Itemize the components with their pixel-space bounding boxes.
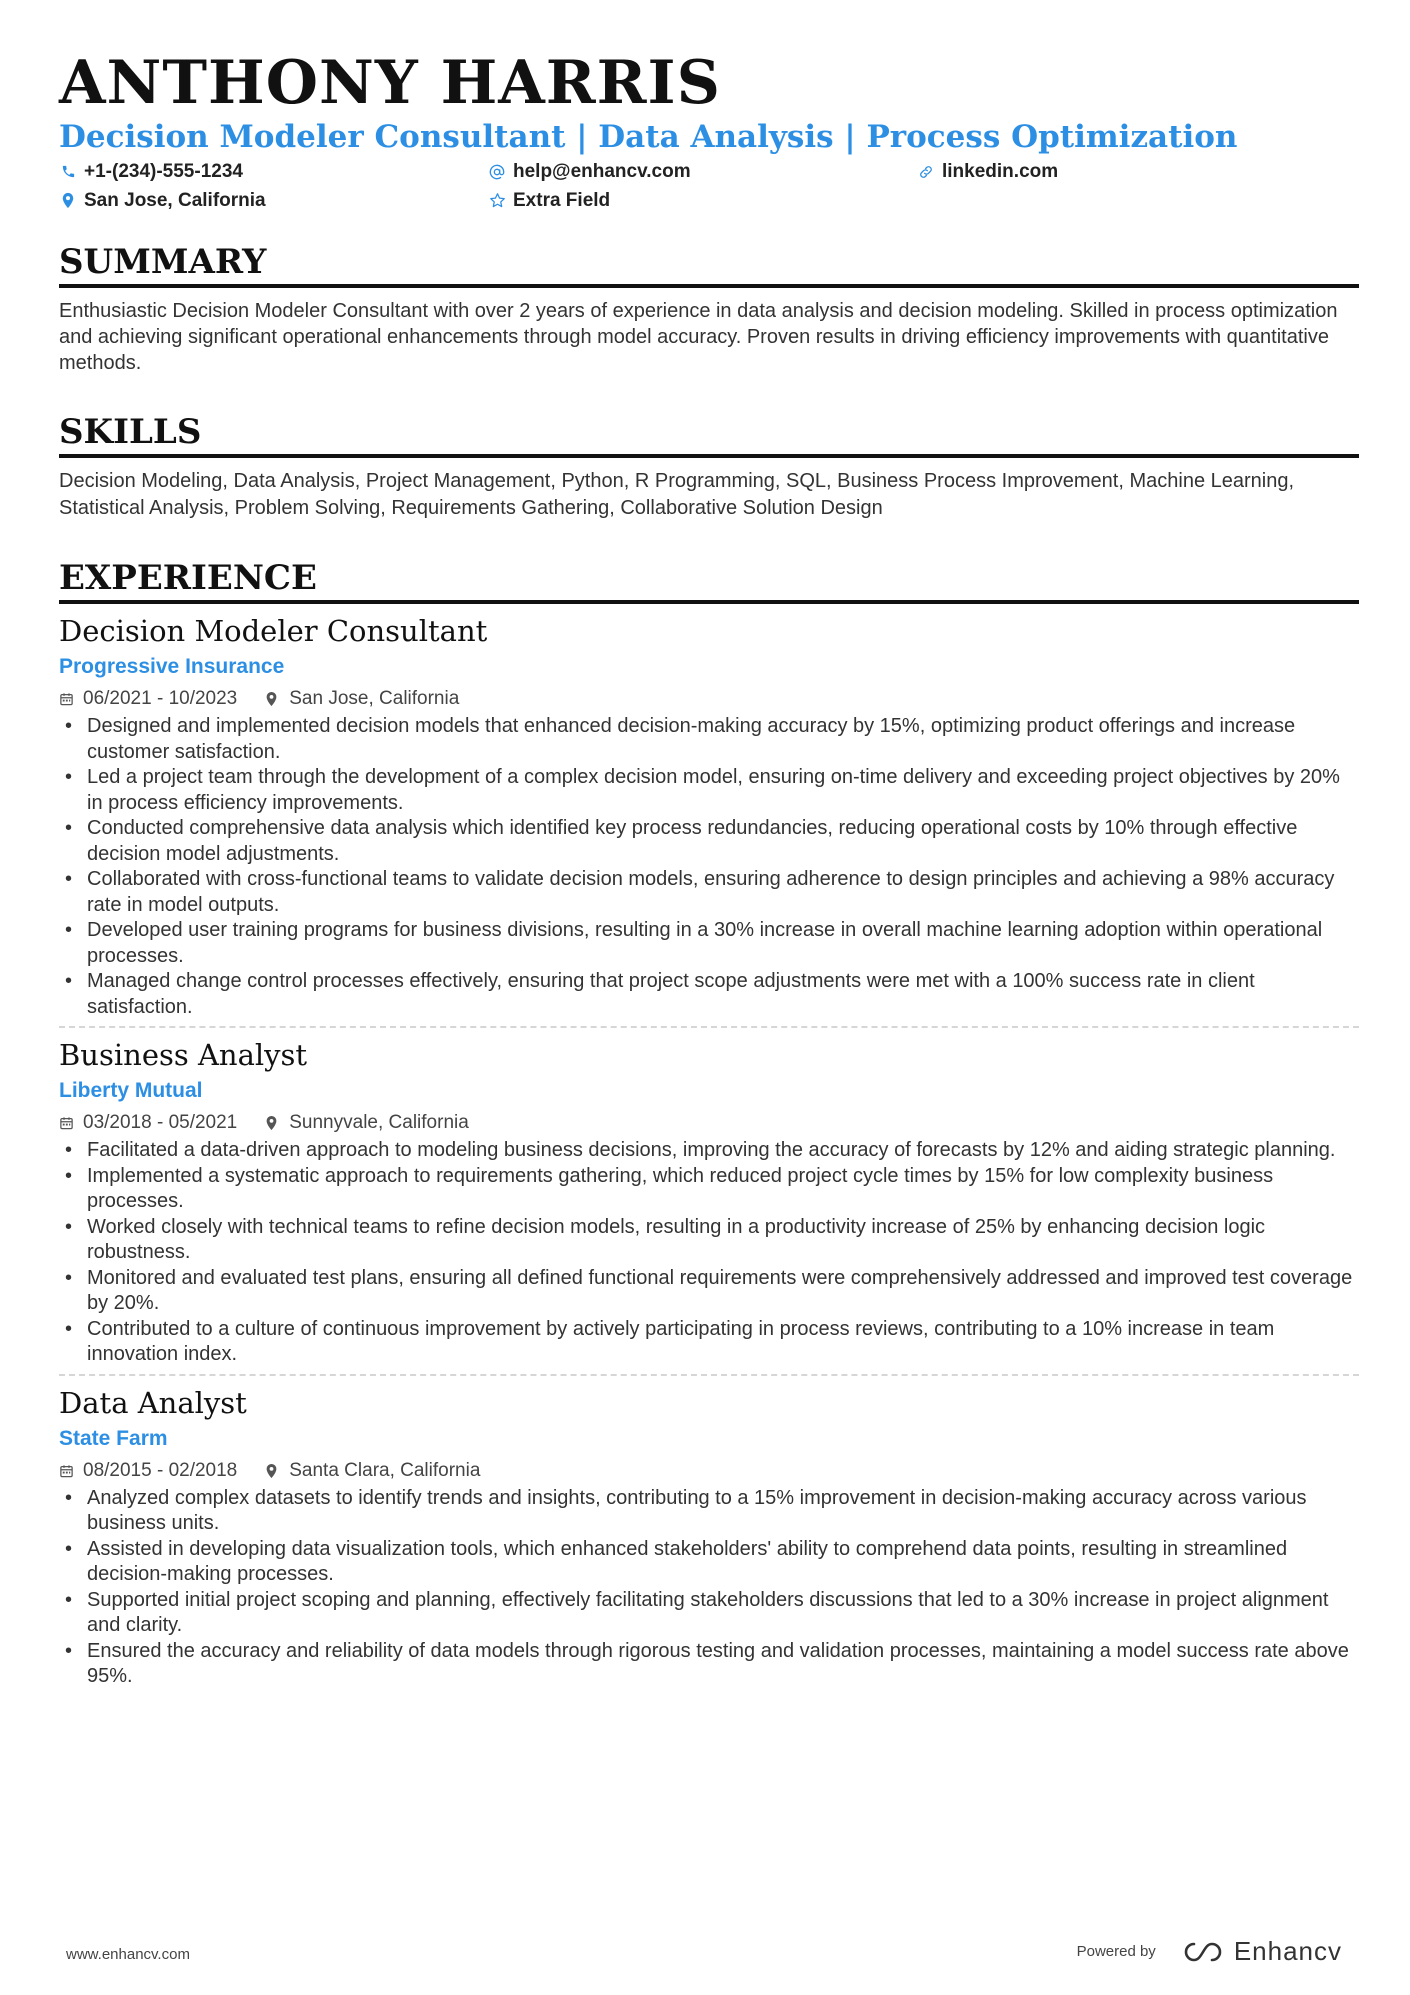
email-contact[interactable] (488, 158, 917, 185)
summary-title: SUMMARY (59, 240, 1359, 288)
bullet-item: • Implemented a systematic approach to requirements gathering, which reduced project cycle times by 15% for low complexity business processes. (59, 1164, 1359, 1215)
bullet-item: • Facilitated a data-driven approach to modeling business decisions, improving the accuracy of forecasts by 12% and aiding strategic planning. (59, 1138, 1359, 1164)
job-location (265, 1456, 480, 1486)
linkedin-text: linkedin.com (942, 161, 1059, 182)
company-name: Progressive Insurance (59, 655, 285, 678)
bullet-item: • Led a project team through the development of a complex decision model, ensuring on-time delivery and exceeding project objectives by 20% in process efficiency improvements. (59, 765, 1359, 816)
job-location (265, 1108, 469, 1138)
job-bullets (59, 1138, 1359, 1368)
extra-field (488, 187, 917, 214)
location-contact (59, 187, 488, 214)
location-pin-icon (265, 691, 281, 707)
headline: Decision Modeler Consultant | Data Analysis | Process Optimization (59, 119, 1238, 155)
job-dates: 03/2018 - 05/2021 (83, 1112, 238, 1133)
location-pin-icon (265, 1115, 281, 1131)
phone-text: +1-(234)-555-1234 (84, 161, 243, 182)
bullet-item: • Supported initial project scoping and planning, effectively facilitating stakeholders discussions that led to a 30% increase in project alignment and clarity. (59, 1588, 1359, 1639)
location-text: San Jose, California (84, 190, 266, 211)
link-icon (917, 163, 935, 181)
bullet-item: • Contributed to a culture of continuous improvement by actively participating in process reviews, contributing to a 10% increase in team innovation index. (59, 1317, 1359, 1368)
bullet-item: • Ensured the accuracy and reliability of data models through rigorous testing and validation processes, maintaining a model success rate above 95%. (59, 1639, 1359, 1690)
calendar-icon (59, 1115, 75, 1131)
job-location-text: San Jose, California (289, 688, 460, 709)
job-location-text: Sunnyvale, California (289, 1112, 469, 1133)
bullet-item: • Worked closely with technical teams to refine decision models, resulting in a productivity increase of 25% by enhancing decision logic robustness. (59, 1215, 1359, 1266)
contact-info (59, 158, 1359, 214)
star-icon (488, 192, 506, 210)
bullet-item: • Collaborated with cross-functional teams to validate decision models, ensuring adherence to design principles and achieving a 98% accuracy rate in model outputs. (59, 867, 1359, 918)
summary-section (59, 240, 1359, 376)
resume-page (59, 48, 1359, 1690)
company-name: State Farm (59, 1426, 168, 1450)
calendar-icon (59, 691, 75, 707)
job-title: Decision Modeler Consultant (59, 614, 488, 648)
bullet-item: • Monitored and evaluated test plans, ensuring all defined functional requirements were comprehensively addressed and improved test coverage by 20%. (59, 1266, 1359, 1317)
company-name: Liberty Mutual (59, 1079, 203, 1102)
job-dates: 08/2015 - 02/2018 (83, 1459, 238, 1481)
job-title: Data Analyst (59, 1385, 247, 1420)
job-meta (59, 684, 1359, 714)
bullet-item: • Assisted in developing data visualization tools, which enhanced stakeholders' ability to comprehend data points, resulting in streamlined decision-making processes. (59, 1537, 1359, 1588)
experience-section (59, 556, 1359, 1690)
powered-by-label: Powered by (1076, 1943, 1156, 1960)
experience-entry (59, 1026, 1359, 1368)
skills-title: SKILLS (59, 410, 1359, 458)
bullet-item: • Analyzed complex datasets to identify trends and insights, contributing to a 15% improvement in decision-making accuracy across various business units. (59, 1486, 1359, 1537)
footer-website[interactable]: www.enhancv.com (66, 1946, 190, 1963)
bullet-item: • Designed and implemented decision models that enhanced decision-making accuracy by 15%, optimizing product offerings and increase customer satisfaction. (59, 714, 1359, 765)
summary-text: Enthusiastic Decision Modeler Consultant with over 2 years of experience in data analysis and decision modeling. Skilled in process optimization and achieving significant operational enhancements through model accuracy. Proven results in driving efficiency improvements with quantitative methods. (59, 300, 1338, 374)
footer-branding (1077, 1936, 1342, 1967)
candidate-name: ANTHONY HARRIS (59, 48, 721, 118)
job-bullets (59, 714, 1359, 1020)
job-location (265, 684, 459, 714)
job-meta (59, 1108, 1359, 1138)
at-icon (488, 163, 506, 181)
experience-title: EXPERIENCE (59, 556, 1359, 604)
phone-contact[interactable] (59, 158, 488, 185)
extra-field-text: Extra Field (513, 190, 611, 211)
linkedin-contact[interactable] (917, 158, 1359, 185)
brand-name: Enhancv (1233, 1936, 1342, 1966)
experience-entry (59, 612, 1359, 1020)
skills-text: Decision Modeling, Data Analysis, Project Management, Python, R Programming, SQL, Business Process Improvement, Machine Learning, Statistical Analysis, Problem Solving, Requirements Gathering, Collaborative Solution Design (59, 470, 1295, 519)
bullet-item: • Conducted comprehensive data analysis which identified key process redundancies, reducing operational costs by 10% through effective decision model adjustments. (59, 816, 1359, 867)
bullet-item: • Developed user training programs for business divisions, resulting in a 30% increase in overall machine learning adoption within operational processes. (59, 918, 1359, 969)
location-pin-icon (59, 192, 77, 210)
skills-section (59, 410, 1359, 522)
location-pin-icon (265, 1463, 281, 1479)
enhancv-logo-icon (1180, 1940, 1226, 1964)
calendar-icon (59, 1463, 75, 1479)
email-text: help@enhancv.com (513, 161, 691, 182)
experience-entry (59, 1374, 1359, 1690)
enhancv-logo[interactable] (1180, 1936, 1342, 1967)
job-title: Business Analyst (59, 1038, 308, 1072)
job-bullets (59, 1486, 1359, 1690)
job-location-text: Santa Clara, California (289, 1459, 481, 1481)
bullet-item: • Managed change control processes effectively, ensuring that project scope adjustments were met with a 100% success rate in client satisfaction. (59, 969, 1359, 1020)
job-meta (59, 1456, 1359, 1486)
phone-icon (59, 163, 77, 181)
job-dates: 06/2021 - 10/2023 (83, 688, 238, 709)
